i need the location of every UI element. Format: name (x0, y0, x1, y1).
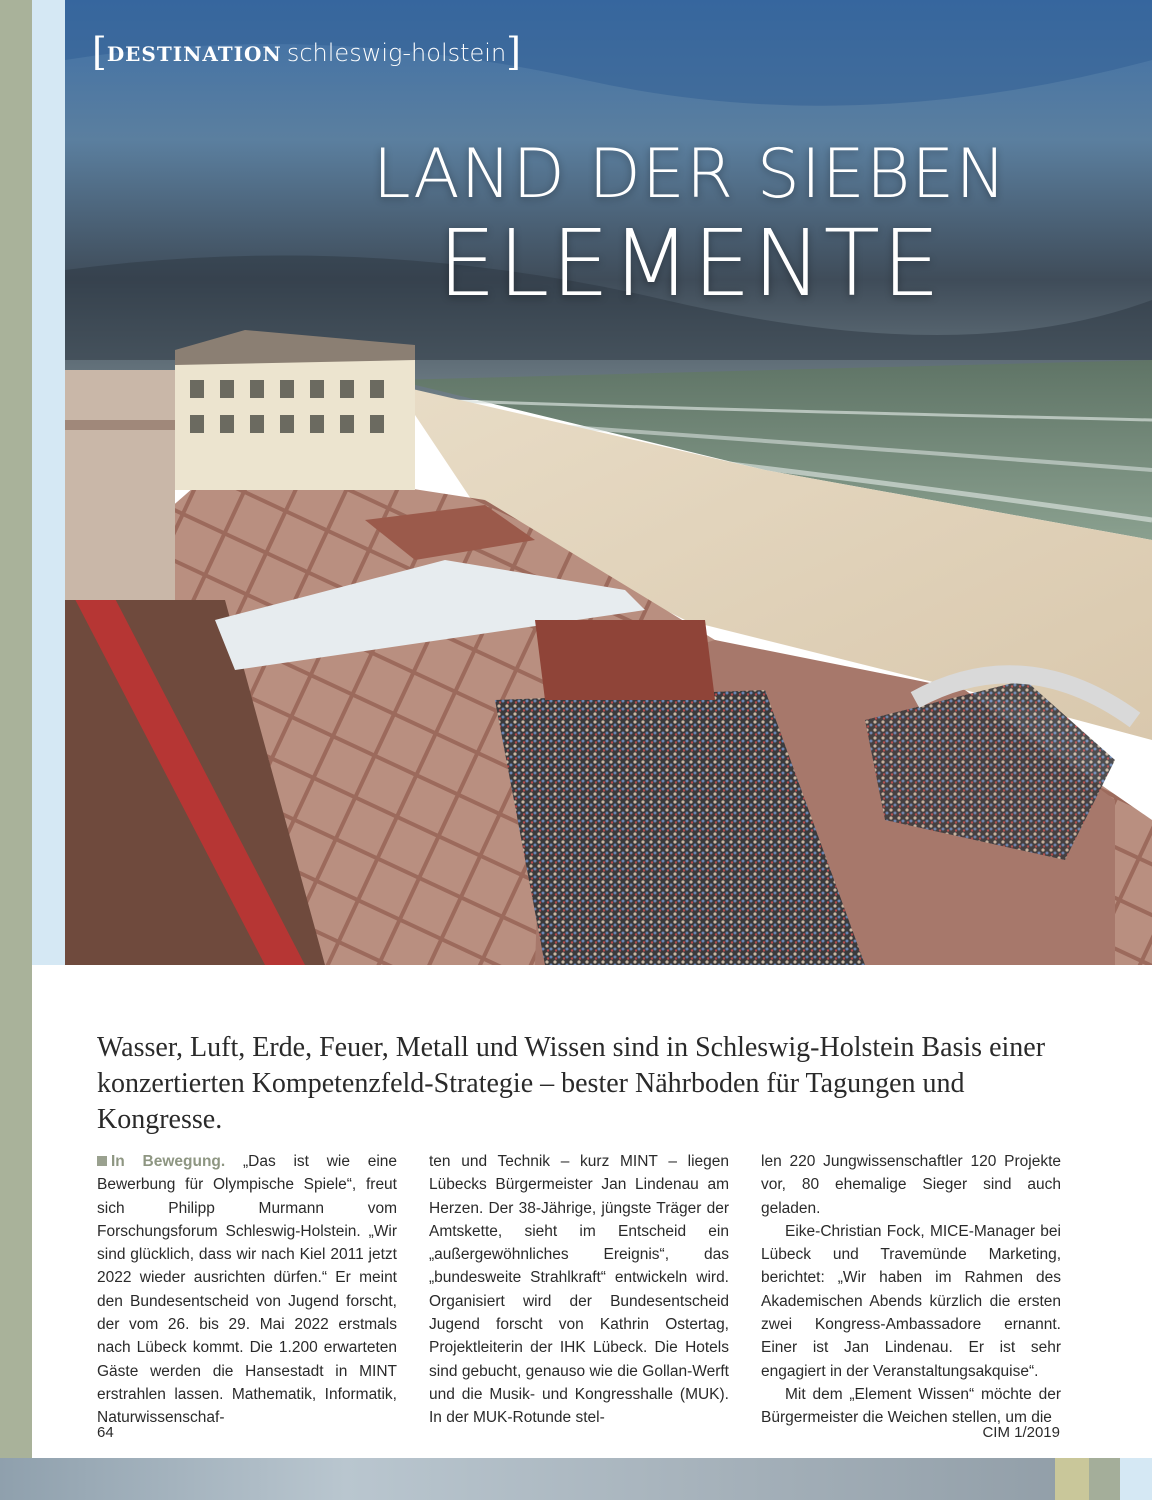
column-3-paragraph-3: Mit dem „Element Wissen“ möchte der Bürgermeister die Weichen stellen, um die (761, 1385, 1061, 1427)
issue-label: CIM 1/2019 (982, 1424, 1060, 1441)
footer-swatch-green (1089, 1458, 1120, 1500)
region-label: schleswig-holstein (286, 39, 507, 67)
footer-swatch-yellow (1055, 1458, 1089, 1500)
intro-paragraph: Wasser, Luft, Erde, Feuer, Metall und Wissen sind in Schleswig-Holstein Basis einer konzertierten Kompetenzfeld-Strategie – bester Nährboden für Tagungen und Kongresse. (97, 1032, 1046, 1135)
bracket-open: [ (92, 30, 107, 74)
bracket-close: ] (506, 30, 521, 74)
section-label: DESTINATION (106, 42, 282, 66)
footer-photo-strip (0, 1458, 1152, 1500)
lead-in: In Bewegung. (111, 1153, 226, 1170)
body-column-3 (761, 1150, 1061, 1430)
footer-swatch-blue (1120, 1458, 1152, 1500)
body-column-1 (97, 1150, 397, 1430)
column-3-paragraph-2: Eike-Christian Fock, MICE-Manager bei Lübeck und Travemünde Marketing, berichtet: „Wir haben im Rahmen des Akademischen Abends kürzlich die ersten zwei Kongress-Ambassadore ernannt. Einer ist Jan Lindenau. Er ist sehr engagiert in der Veranstaltungsakquise“. (761, 1222, 1061, 1380)
headline-line-2: ELEMENTE (437, 210, 943, 317)
body-column-2 (429, 1150, 729, 1430)
left-light-stripe (32, 0, 65, 965)
lead-square-icon (97, 1156, 107, 1166)
left-color-stripe (0, 0, 32, 1458)
column-3-paragraph-1: len 220 Jungwissenschaftler 120 Projekte vor, 80 ehemalige Sieger sind auch geladen. (761, 1153, 1061, 1217)
page-number: 64 (97, 1424, 114, 1441)
section-kicker (92, 30, 521, 74)
headline-line-1: LAND DER SIEBEN (372, 135, 1008, 214)
column-1-text: „Das ist wie eine Bewerbung für Olympische Spiele“, freut sich Philipp Murmann vom Forschungsforum Schleswig-Holstein. „Wir sind glücklich, dass wir nach Kiel 2011 jetzt 2022 wieder ausrichten dürfen.“ Er meint den Bundesentscheid von Jugend forscht, der vom 26. bis 29. Mai 2022 erstmals nach Lübeck kommt. Die 1.200 erwarteten Gäste werden die Hansestadt in MINT erstrahlen lassen. Mathematik, Informatik, Naturwissenschaf- (97, 1153, 398, 1427)
column-2-text: ten und Technik – kurz MINT – liegen Lübecks Bürgermeister Jan Lindenau am Herzen. Der 38-Jährige, jüngste Träger der Amtskette, sieht im Entscheid ein „außergewöhnliches Ereignis“, das „bundesweite Strahlkraft“ entwickeln wird. Organisiert wird der Bundesentscheid Jugend forscht von Kathrin Ostertag, Projektleiterin der IHK Lübeck. Die Hotels sind gebucht, genauso wie die Gollan-Werft und die Musik- und Kongresshalle (MUK). In der MUK-Rotunde stel- (429, 1153, 729, 1427)
